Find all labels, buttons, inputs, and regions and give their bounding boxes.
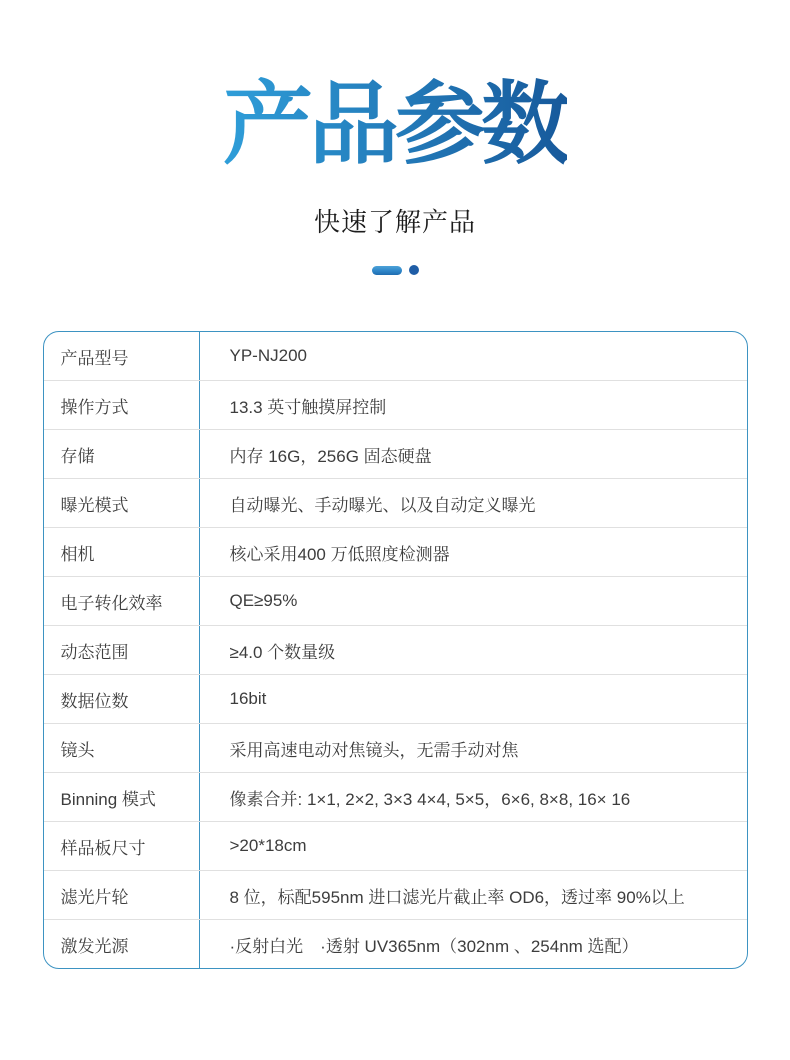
spec-row <box>44 381 747 430</box>
spec-value: 8 位，标配595nm 进口滤光片截止率 OD6，透过率 90%以上 <box>199 871 747 919</box>
spec-value: 16bit <box>199 675 747 723</box>
spec-row <box>44 724 747 773</box>
spec-value: 核心采用400 万低照度检测器 <box>199 528 747 576</box>
spec-value: 内存 16G，256G 固态硬盘 <box>199 430 747 478</box>
spec-row <box>44 577 747 626</box>
spec-label: 镜头 <box>60 740 95 760</box>
spec-label: 曝光模式 <box>60 495 129 515</box>
spec-value: ≥4.0 个数量级 <box>199 626 747 674</box>
spec-label: 相机 <box>60 544 95 564</box>
spec-value: YP-NJ200 <box>199 332 747 380</box>
spec-value: QE≥95% <box>199 577 747 625</box>
spec-label: 滤光片轮 <box>60 887 129 907</box>
page-subtitle: 快速了解产品 <box>313 207 476 238</box>
spec-label: 激发光源 <box>60 936 129 956</box>
spec-label: 操作方式 <box>60 397 129 417</box>
spec-table <box>43 331 748 969</box>
spec-row <box>44 920 747 968</box>
spec-label: 产品型号 <box>60 348 129 368</box>
spec-label: 动态范围 <box>60 642 129 662</box>
spec-row <box>44 822 747 871</box>
spec-value: 像素合并: 1×1, 2×2, 3×3 4×4, 5×5，6×6, 8×8, 16× 16 <box>199 773 747 821</box>
page-title: 产品参数 <box>223 71 567 177</box>
spec-row <box>44 528 747 577</box>
accent-bar-shape <box>372 266 402 275</box>
title-accent-decoration <box>0 265 790 275</box>
spec-label: 电子转化效率 <box>60 593 163 613</box>
spec-label: 数据位数 <box>60 691 129 711</box>
spec-value: 自动曝光、手动曝光、以及自动定义曝光 <box>199 479 747 527</box>
page-title-wrap <box>0 0 790 177</box>
accent-dot-shape <box>409 265 419 275</box>
spec-row <box>44 871 747 920</box>
spec-label: 样品板尺寸 <box>60 838 146 858</box>
page-header <box>0 0 790 275</box>
spec-row <box>44 430 747 479</box>
spec-row <box>44 773 747 822</box>
spec-value: 采用高速电动对焦镜头，无需手动对焦 <box>199 724 747 772</box>
spec-row <box>44 479 747 528</box>
spec-label: 存储 <box>60 446 95 466</box>
spec-value: 13.3 英寸触摸屏控制 <box>199 381 747 429</box>
spec-label: Binning 模式 <box>60 789 156 809</box>
spec-row <box>44 332 747 381</box>
spec-value: ·反射白光 ·透射 UV365nm（302nm 、254nm 选配） <box>199 920 747 968</box>
spec-row <box>44 675 747 724</box>
spec-row <box>44 626 747 675</box>
spec-value: >20*18cm <box>199 822 747 870</box>
